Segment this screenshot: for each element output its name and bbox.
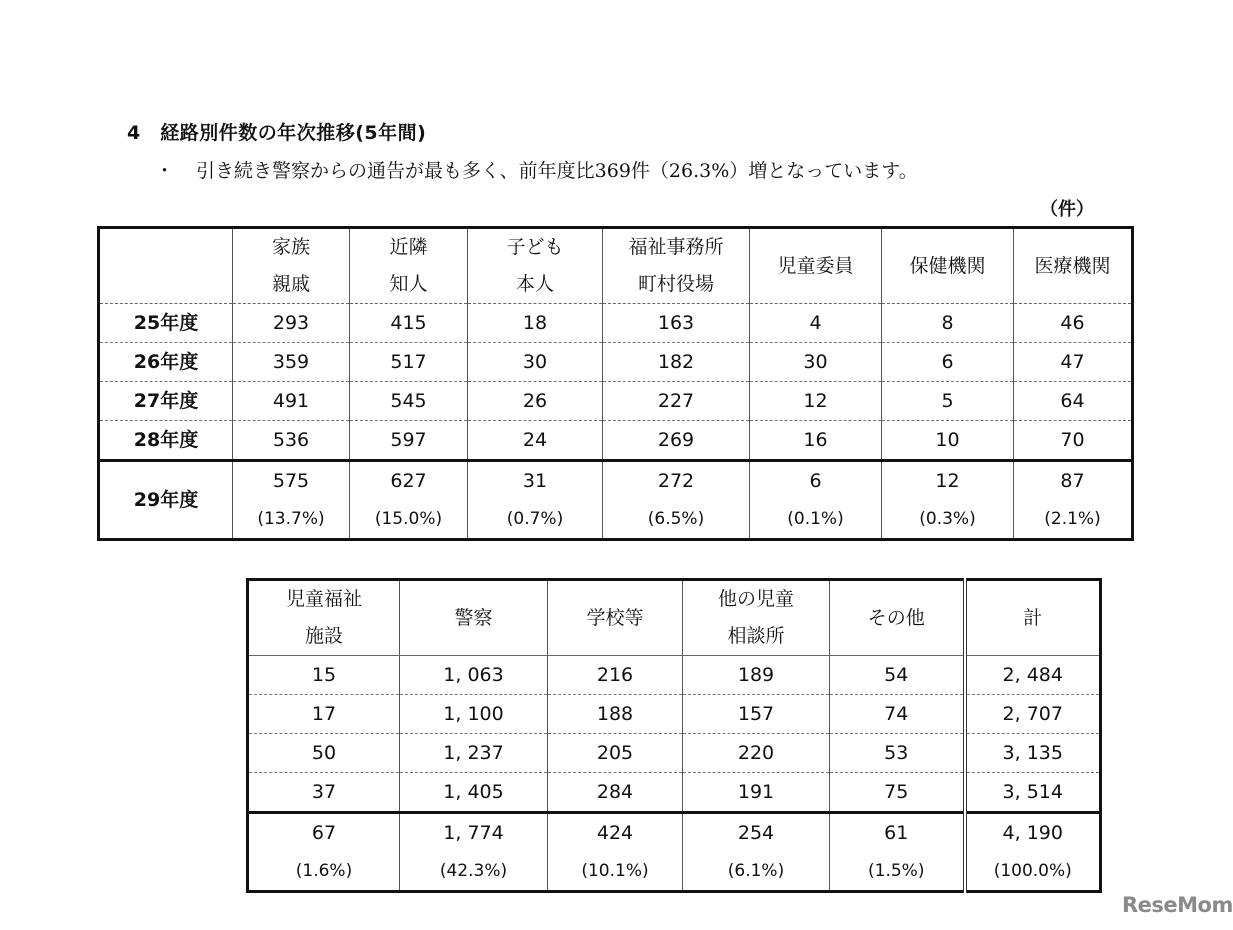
column-header [233,228,350,304]
value-cell: 1, 063 [400,656,548,695]
header-row [99,228,1133,304]
year-cell: 28年度 [99,421,233,461]
column-header [99,228,233,304]
value-cell: 10 [882,421,1014,461]
table-row [99,304,1133,343]
value-cell: 4 [750,304,882,343]
value: 87 [1060,470,1085,492]
value-cell: 1, 405 [400,773,548,813]
cell-line: 警察 [454,606,493,629]
cell-line: 児童委員 [777,254,854,277]
column-header [750,228,882,304]
value-cell: 24 [468,421,603,461]
value-cell: 53 [830,734,965,773]
column-header [603,228,750,304]
value-cell [882,461,1014,540]
value-cell: 517 [350,343,468,382]
share: (15.0%) [374,509,443,529]
value-cell: 16 [750,421,882,461]
value-cell [248,813,400,892]
value-cell: 189 [683,656,830,695]
value-cell: 284 [548,773,683,813]
value-cell [548,813,683,892]
route-table-part1 [97,226,1134,541]
cell-line: 他の児童 [717,588,794,610]
cell-line: 学校等 [586,606,644,629]
bullet: ・ [155,160,175,182]
share: (10.1%) [581,861,649,881]
value-cell: 3, 514 [965,773,1101,813]
year-cell: 26年度 [99,343,233,382]
value: 61 [884,822,909,844]
value-cell: 415 [350,304,468,343]
share: (1.5%) [868,861,925,881]
cell-line: 家族 [271,236,310,258]
value-cell: 17 [248,695,400,734]
value-cell: 74 [830,695,965,734]
value-cell: 1, 100 [400,695,548,734]
value-cell [750,461,882,540]
cell-line: 近隣 [389,236,428,258]
table-row [99,382,1133,421]
cell-line: 親戚 [271,273,310,295]
column-header [882,228,1014,304]
value-cell [400,813,548,892]
value-cell: 216 [548,656,683,695]
column-header [965,580,1101,656]
column-header [548,580,683,656]
column-header [683,580,830,656]
column-header [830,580,965,656]
table-row [248,734,1101,773]
value: 627 [390,470,427,492]
cell-line: 知人 [389,273,428,295]
value-cell: 26 [468,382,603,421]
cell-line: 町村役場 [637,273,714,295]
value-cell [965,813,1101,892]
value-cell: 64 [1014,382,1133,421]
value-cell: 1, 237 [400,734,548,773]
value-cell: 2, 707 [965,695,1101,734]
value-cell [603,461,750,540]
table-row-latest [99,461,1133,540]
value-cell: 269 [603,421,750,461]
cell-line: 計 [1023,606,1043,629]
value-cell: 75 [830,773,965,813]
cell-line: 医療機関 [1034,254,1111,277]
value-cell: 536 [233,421,350,461]
value-cell [683,813,830,892]
cell-line: 相談所 [727,625,785,647]
value: 12 [935,470,960,492]
value: 31 [522,470,548,492]
share: (13.7%) [257,509,325,529]
value-cell: 37 [248,773,400,813]
share: (0.3%) [919,509,976,529]
column-header [468,228,603,304]
value: 67 [311,822,337,844]
value-cell: 220 [683,734,830,773]
value-cell: 359 [233,343,350,382]
share: (0.1%) [787,509,844,529]
value-cell: 5 [882,382,1014,421]
section-heading: 4 経路別件数の年次推移(5年間) [127,122,427,144]
value-cell [350,461,468,540]
value-cell: 597 [350,421,468,461]
cell-line: 子ども [506,236,564,258]
cell-line: 児童福祉 [285,588,362,610]
value-cell: 227 [603,382,750,421]
value: 6 [809,470,822,492]
value-cell: 182 [603,343,750,382]
column-header [248,580,400,656]
value-cell: 2, 484 [965,656,1101,695]
value-cell: 54 [830,656,965,695]
year-cell: 29年度 [99,461,233,540]
value-cell: 50 [248,734,400,773]
value-cell: 163 [603,304,750,343]
value-cell: 8 [882,304,1014,343]
value-cell: 205 [548,734,683,773]
share: (0.7%) [506,509,564,529]
unit-label: （件） [1040,199,1094,220]
table-row [248,773,1101,813]
share: (1.6%) [295,861,353,881]
table-row [99,343,1133,382]
value-cell: 491 [233,382,350,421]
value-cell: 70 [1014,421,1133,461]
year-cell: 27年度 [99,382,233,421]
value: 1, 774 [443,822,504,844]
value-cell: 293 [233,304,350,343]
value-cell: 6 [882,343,1014,382]
share: (42.3%) [439,861,508,881]
table-row [248,695,1101,734]
summary: 引き続き警察からの通告が最も多く、前年度比369件（26.3%）増となっています。 [196,160,918,182]
value-cell: 191 [683,773,830,813]
value-cell [468,461,603,540]
value-cell: 15 [248,656,400,695]
value-cell [1014,461,1133,540]
value: 4, 190 [1002,822,1063,844]
cell-line: 施設 [304,625,343,647]
table-row [248,656,1101,695]
table-row [99,421,1133,461]
resemom-logo: ReseMom [1122,893,1233,917]
share: (2.1%) [1044,509,1101,529]
cell-line: 福祉事務所 [628,236,724,258]
cell-line: 保健機関 [909,254,986,277]
value-cell: 188 [548,695,683,734]
value-cell: 18 [468,304,603,343]
value-cell: 30 [750,343,882,382]
value-cell: 3, 135 [965,734,1101,773]
value-cell [233,461,350,540]
column-header [400,580,548,656]
route-table-part2 [246,578,1102,893]
cell-line: 本人 [515,273,554,295]
header-row [248,580,1101,656]
value-cell [830,813,965,892]
summary-text [155,156,918,183]
value: 424 [596,822,634,844]
share: (6.1%) [727,861,785,881]
value: 575 [272,470,310,492]
value-cell: 12 [750,382,882,421]
table-row-latest [248,813,1101,892]
value-cell: 157 [683,695,830,734]
column-header [1014,228,1133,304]
value-cell: 30 [468,343,603,382]
share: (100.0%) [993,861,1072,881]
value-cell: 545 [350,382,468,421]
cell-line: その他 [867,606,925,629]
year-cell: 25年度 [99,304,233,343]
value-cell: 46 [1014,304,1133,343]
value-cell: 47 [1014,343,1133,382]
value: 254 [737,822,775,844]
column-header [350,228,468,304]
share: (6.5%) [647,509,705,529]
value: 272 [657,470,695,492]
